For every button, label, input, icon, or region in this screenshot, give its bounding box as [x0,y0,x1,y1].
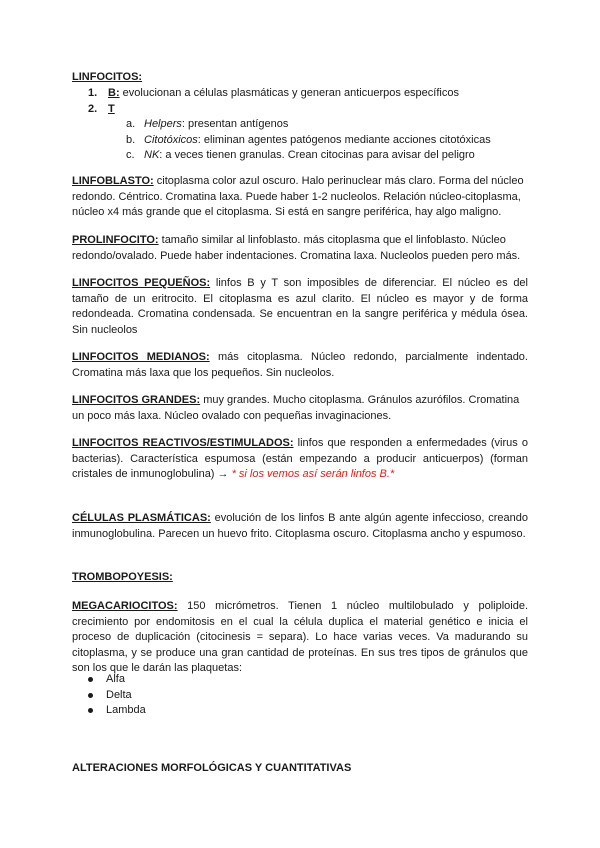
linfoblasto-paragraph [72,174,528,221]
alteraciones-heading: ALTERACIONES MORFOLÓGICAS Y CUANTITATIVAS [72,762,352,774]
bullet-icon [88,677,93,682]
bullet-text: Lambda [106,704,146,717]
granulos-list [88,672,146,719]
section-title: LINFOBLASTO: [72,175,154,187]
section-title: PROLINFOCITO: [72,234,159,246]
sub-text: : eliminan agentes patógenos mediante acciones citotóxicas [197,133,491,146]
item-text: evolucionan a células plasmáticas y generan anticuerpos específicos [119,87,459,99]
section-text: 150 micrómetros. Tienen 1 núcleo multilobulado y poliploide. crecimiento por endomitosis en el cual la célula duplica el material genético e inicia el proceso de duplicación (citocinesis = separa). Lo hace varias veces. Va madurando su citoplasma, y se produce una gran cantidad de proteínas. En sus tres tipos de gránulos que son los que le darán las plaquetas: [72,600,528,675]
medianos-paragraph [72,350,528,381]
megacariocitos-paragraph [72,599,528,677]
section-title: CÉLULAS PLASMÁTICAS: [72,512,211,524]
linfocitos-list [72,86,491,164]
list-item [88,703,146,719]
section-text: linfos B y T son imposibles de diferenciar. El núcleo es del tamaño de un eritrocito. El citoplasma es azul clarito. El núcleo es mayor y de forma redondeada. Cromatina condensada. Se encuentran en la sangre periférica y médula ósea. Sin nucleolos [72,277,528,336]
section-text: citoplasma color azul oscuro. Halo perinuclear más claro. Forma del núcleo redondo. Céntrico. Cromatina laxa. Puede haber 1-2 nucleolos. Relación núcleo-citoplasma, núcleo x4 más grande que el citoplasma. Si está en sangre periférica, hay algo maligno. [72,175,524,219]
section-text: muy grandes. Mucho citoplasma. Gránulos azurófilos. Cromatina un poco más laxa. Núcleo ovalado con pequeñas invaginaciones. [72,394,520,422]
list-item-t [72,102,491,164]
linfocitos-heading [72,70,528,86]
section-text: tamaño similar al linfoblasto. más citoplasma que el linfoblasto. Núcleo redondo/ovalado. Puede haber indentaciones. Cromatina laxa. Nucleolos pueden pero más. [72,234,521,262]
section-title: TROMBOPOYESIS: [72,571,173,583]
section-text: más citoplasma. Núcleo redondo, parcialmente indentado. Cromatina más laxa que los pequeños. Sin nucleolos. [72,351,528,379]
list-item [88,688,146,704]
sub-item [108,133,491,149]
list-item [88,672,146,688]
section-title: LINFOCITOS MEDIANOS: [72,351,210,363]
bullet-text: Delta [106,688,132,701]
grandes-paragraph [72,393,528,424]
bullet-text: Alfa [106,673,125,685]
section-title: MEGACARIOCITOS: [72,600,178,612]
item-label: B: [108,87,120,99]
bullet-icon [88,708,93,713]
section-title: LINFOCITOS PEQUEÑOS: [72,277,211,289]
sub-item [108,117,491,133]
item-number: 2. [88,102,98,115]
list-item-b [72,86,491,102]
pequenos-paragraph [72,276,528,338]
plasmaticas-paragraph [72,511,528,542]
section-text: linfos que responden a enfermedades (virus o bacterias). Característica espumosa (están empezando a producir anticuerpos) (forman cristales de inmunoglobulina) → [72,437,529,481]
sub-term: NK [144,149,160,162]
sub-text: : a veces tienen granulas. Crean citocinas para avisar del peligro [159,149,475,162]
sub-letter: a. [126,118,136,131]
section-text: evolución de los linfos B ante algún agente infeccioso, creando inmunoglobulina. Parecen un huevo frito. Citoplasma oscuro. Citoplasma ancho y espumoso. [72,512,528,540]
item-number: 1. [88,87,98,99]
sub-text: : presentan antígenos [181,118,289,131]
sub-term: Citotóxicos [144,133,198,146]
sub-letter: c. [126,149,135,162]
section-title: LINFOCITOS REACTIVOS/ESTIMULADOS: [72,437,294,449]
trombopoyesis-heading [72,570,528,586]
section-title: LINFOCITOS GRANDES: [72,394,201,406]
bullet-icon [88,693,93,698]
linfocitos-title: LINFOCITOS: [72,71,143,83]
t-subtypes-list [108,117,491,164]
sub-term: Helpers [144,118,182,131]
reactivos-paragraph [72,436,528,483]
sub-letter: b. [126,133,136,146]
prolinfocito-paragraph [72,233,528,264]
section-note: * si los vemos así serán linfos B.* [231,468,395,481]
sub-item [108,148,491,164]
item-label: T [108,102,115,115]
